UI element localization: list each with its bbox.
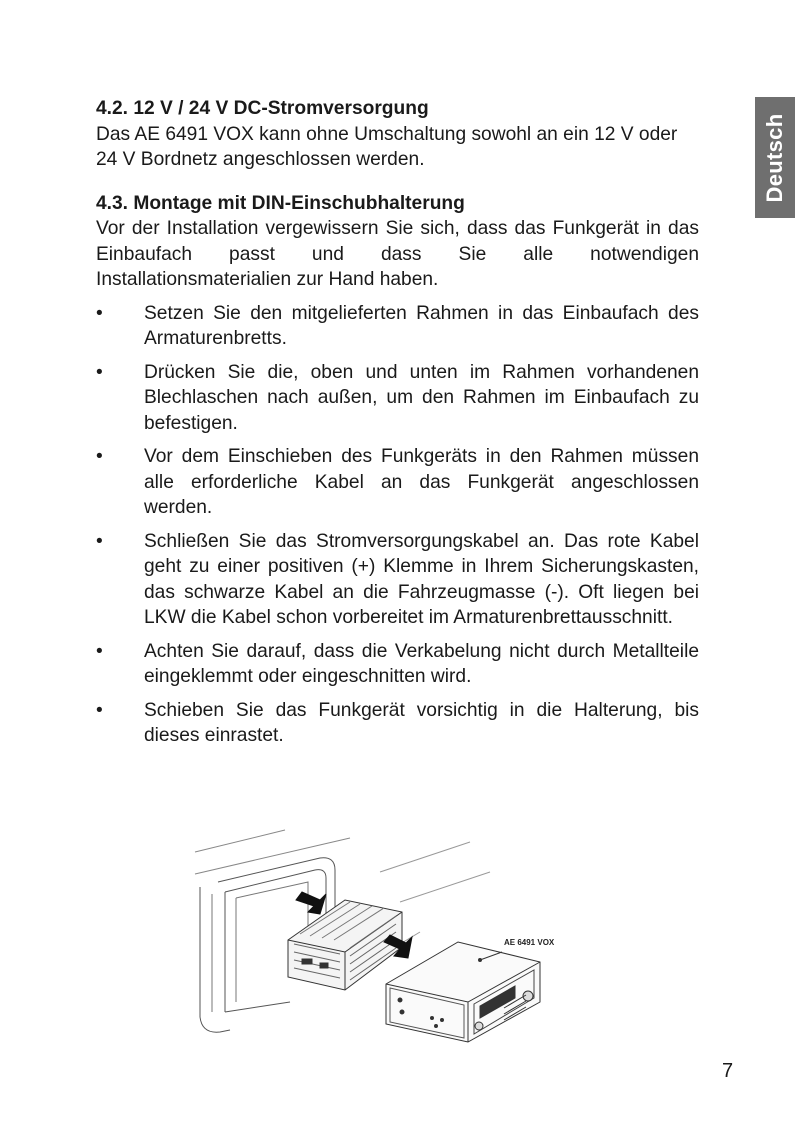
language-tab bbox=[755, 97, 795, 218]
bullet: • bbox=[96, 640, 103, 662]
installation-illustration bbox=[190, 812, 590, 1050]
list-item bbox=[96, 639, 699, 690]
list-item-text: Achten Sie darauf, dass die Verkabelung nicht durch Metallteile eingeklemmt oder eingeschnitten wird. bbox=[144, 640, 699, 687]
bullet: • bbox=[96, 361, 103, 383]
section-4-2-heading: 4.2. 12 V / 24 V DC-Stromversorgung bbox=[96, 98, 429, 119]
bullet: • bbox=[96, 530, 103, 552]
list-item-text: Schieben Sie das Funkgerät vorsichtig in die Halterung, bis dieses einrastet. bbox=[144, 699, 699, 746]
installation-steps-list bbox=[96, 301, 699, 749]
insert-arrow-frame bbox=[296, 892, 326, 914]
bullet: • bbox=[96, 699, 103, 721]
list-item bbox=[96, 444, 699, 521]
radio-drawing bbox=[386, 942, 540, 1042]
list-item bbox=[96, 529, 699, 631]
page-number: 7 bbox=[722, 1060, 734, 1082]
list-item-text: Setzen Sie den mitgelieferten Rahmen in das Einbaufach des Armaturenbretts. bbox=[144, 302, 699, 349]
list-item-text: Drücken Sie die, oben und unten im Rahmen vorhandenen Blechlaschen nach außen, um den Rahmen im Einbaufach zu befestigen. bbox=[144, 361, 699, 434]
bullet: • bbox=[96, 302, 103, 324]
radio-model-label: AE 6491 VOX bbox=[504, 938, 555, 947]
list-item-text: Schließen Sie das Stromversorgungskabel an. Das rote Kabel geht zu einer positiven (+) Klemme in Ihrem Sicherungskasten, das schwarze Kabel an die Fahrzeugmasse (-). Oft liegen bei LKW die Kabel schon vorbereitet im Armaturenbrettausschnitt. bbox=[144, 530, 699, 628]
section-4-2 bbox=[96, 96, 699, 173]
section-4-3-body: Vor der Installation vergewissern Sie sich, dass das Funkgerät in das Einbaufach passt und dass Sie alle notwendigen Installationsmaterialien zur Hand haben. bbox=[96, 218, 699, 290]
din-mounting-frame bbox=[288, 900, 402, 990]
language-tab-label: Deutsch bbox=[762, 113, 787, 202]
list-item bbox=[96, 698, 699, 749]
list-item bbox=[96, 301, 699, 352]
bullet: • bbox=[96, 446, 103, 467]
list-item-text: Vor dem Einschieben des Funkgeräts in den Rahmen müssen alle erforderliche Kabel an das Funkgerät angeschlossen werden. bbox=[144, 446, 699, 518]
list-item bbox=[96, 360, 699, 437]
page-content bbox=[96, 96, 699, 749]
section-4-3 bbox=[96, 191, 699, 749]
section-4-3-heading: 4.3. Montage mit DIN-Einschubhalterung bbox=[96, 192, 465, 214]
section-4-2-body: Das AE 6491 VOX kann ohne Umschaltung sowohl an ein 12 V oder 24 V Bordnetz angeschlossen werden. bbox=[96, 123, 678, 170]
